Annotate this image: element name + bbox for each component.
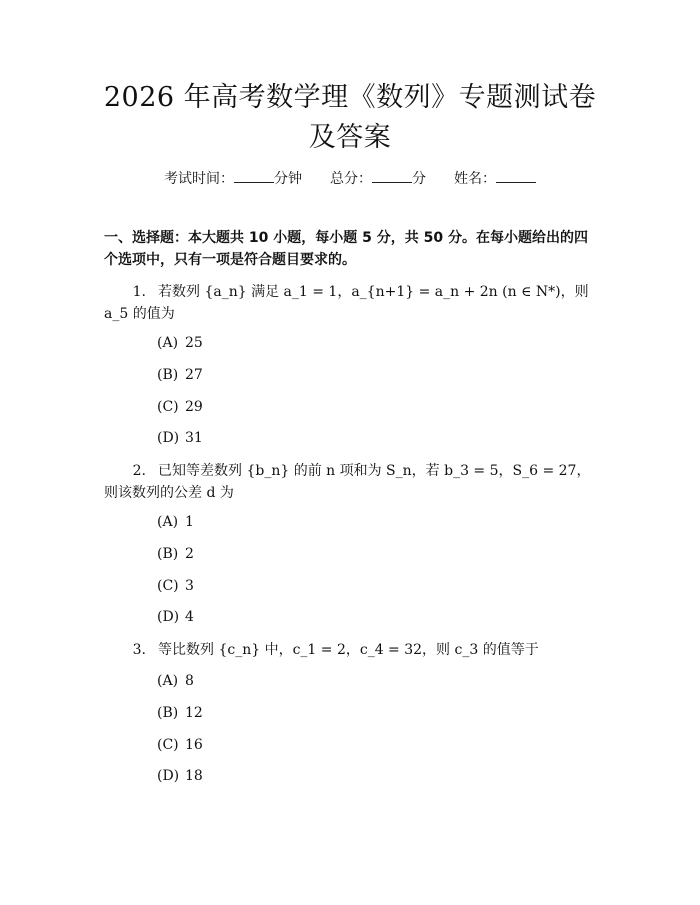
document-title: 2026 年高考数学理《数列》专题测试卷及答案 [103, 82, 597, 153]
option-value: 2 [185, 546, 194, 562]
question-1-option-b [157, 365, 203, 385]
option-label: (C) [157, 399, 179, 415]
question-3-option-d [157, 766, 203, 786]
total-score-field [330, 171, 426, 187]
question-number: 3. [132, 642, 146, 658]
option-label: (B) [157, 546, 179, 562]
question-3-option-b [157, 703, 203, 723]
option-value: 27 [185, 367, 203, 383]
question-2-option-d [157, 607, 194, 627]
exam-time-field [164, 171, 302, 187]
total-score-unit: 分 [412, 171, 426, 187]
option-label: (D) [157, 609, 180, 625]
question-2-option-b [157, 544, 194, 564]
question-1-option-a [157, 333, 203, 353]
student-name-label: 姓名： [454, 171, 496, 187]
question-number: 2. [132, 463, 146, 479]
student-name-field [454, 171, 536, 187]
question-number: 1. [132, 284, 146, 300]
option-value: 1 [185, 514, 194, 530]
question-2 [104, 460, 596, 504]
option-label: (B) [157, 367, 179, 383]
option-label: (D) [157, 768, 180, 784]
option-label: (C) [157, 737, 179, 753]
option-label: (B) [157, 705, 179, 721]
option-value: 31 [185, 430, 203, 446]
option-value: 8 [185, 673, 194, 689]
question-text: 等比数列 {c_n} 中，c_1 = 2，c_4 = 32，则 c_3 的值等于 [158, 642, 539, 658]
question-2-option-c [157, 576, 194, 596]
total-score-label: 总分： [330, 171, 372, 187]
option-label: (D) [157, 430, 180, 446]
option-label: (A) [157, 514, 179, 530]
option-value: 29 [185, 399, 203, 415]
question-3-option-a [157, 671, 194, 691]
question-text: 若数列 {a_n} 满足 a_1 = 1，a_{n+1} = a_n + 2n (n ∈ N*)，则 a_5 的值为 [104, 284, 589, 322]
option-value: 4 [185, 609, 194, 625]
total-score-blank [372, 168, 412, 183]
student-name-blank [496, 168, 536, 183]
option-label: (A) [157, 673, 179, 689]
option-value: 18 [185, 768, 203, 784]
option-value: 3 [185, 578, 194, 594]
section-heading: 一、选择题：本大题共 10 小题，每小题 5 分，共 50 分。在每小题给出的四个选项中，只有一项是符合题目要求的。 [104, 230, 588, 268]
option-label: (C) [157, 578, 179, 594]
question-1-option-c [157, 397, 203, 417]
question-1 [104, 281, 596, 325]
option-value: 12 [185, 705, 203, 721]
question-1-option-d [157, 428, 203, 448]
question-2-option-a [157, 512, 194, 532]
option-label: (A) [157, 335, 179, 351]
option-value: 16 [185, 737, 203, 753]
question-3-option-c [157, 735, 203, 755]
exam-time-blank [234, 168, 274, 183]
exam-time-label: 考试时间： [164, 171, 234, 187]
question-3 [104, 639, 596, 661]
exam-time-unit: 分钟 [274, 171, 302, 187]
question-text: 已知等差数列 {b_n} 的前 n 项和为 S_n，若 b_3 = 5，S_6 = 27，则该数列的公差 d 为 [104, 463, 591, 501]
option-value: 25 [185, 335, 203, 351]
exam-info-line [0, 168, 700, 189]
